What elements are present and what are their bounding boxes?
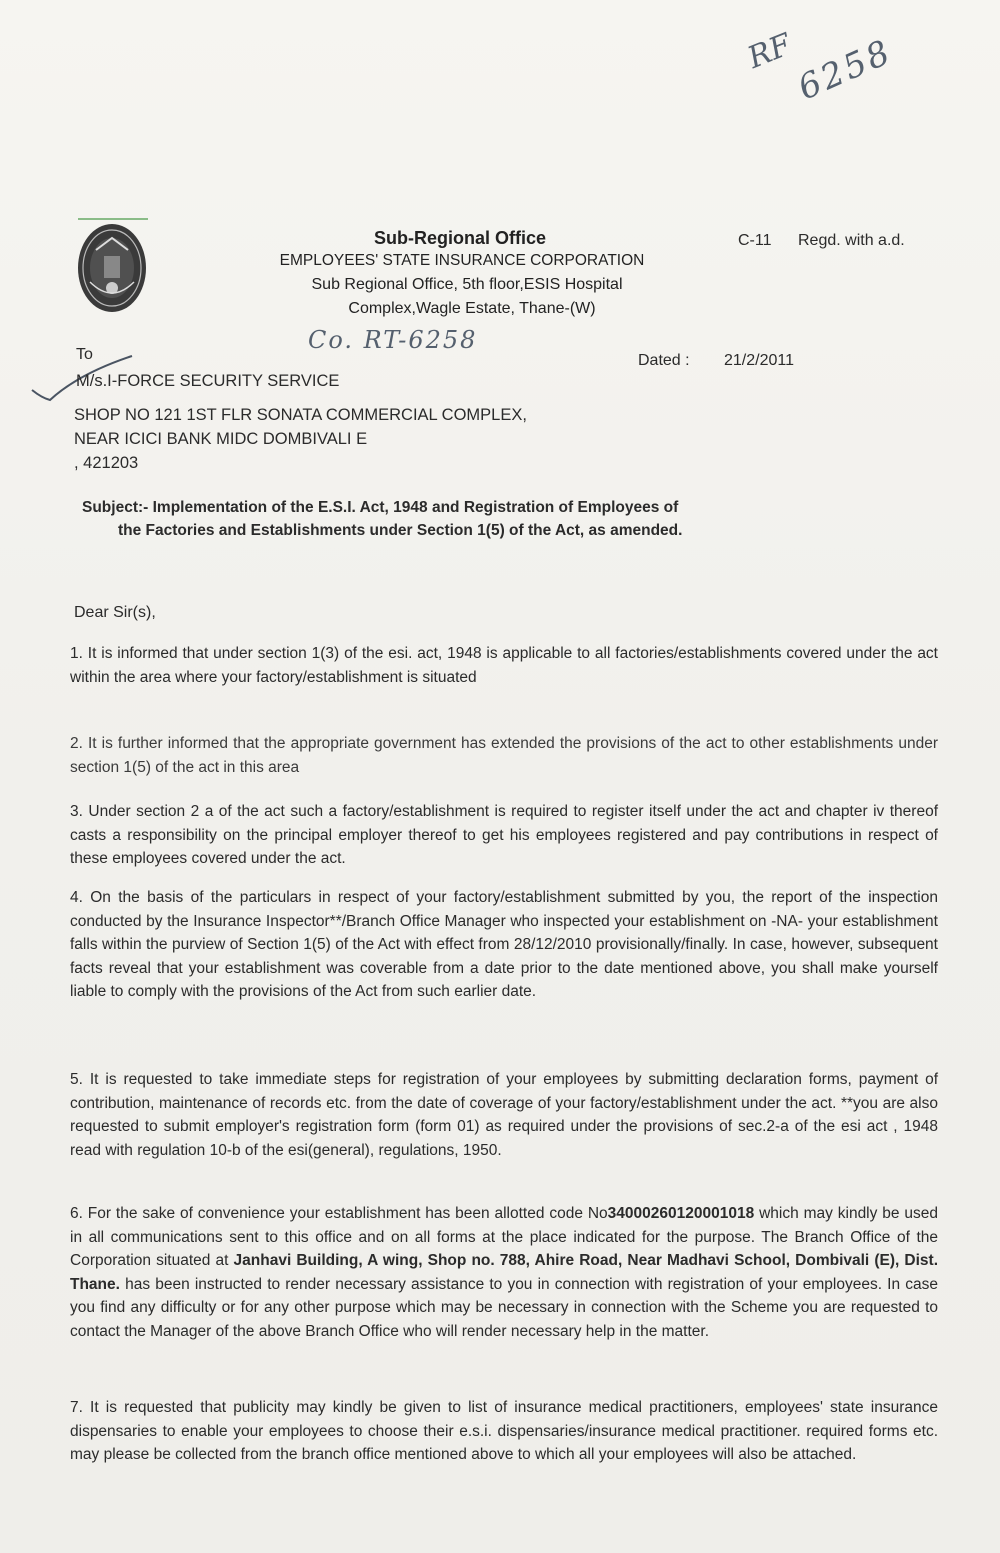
recipient-address-line3: , 421203 [74, 454, 139, 472]
esic-emblem-icon [74, 216, 150, 316]
subject-line2: the Factories and Establishments under Section 1(5) of the Act, as amended. [118, 522, 683, 539]
paragraph-3: 3. Under section 2 a of the act such a factory/establishment is required to register itself under the act and chapter iv thereof casts a responsibility on the principal employer thereof to get his employees registered and pay contributions in respect of these employees covered under the act. [70, 803, 938, 867]
recipient-address-line1: SHOP NO 121 1ST FLR SONATA COMMERCIAL COMPLEX, [74, 406, 527, 424]
paragraph-2: 2. It is further informed that the appropriate government has extended the provisions of the act to other establishments under section 1(5) of the act in this area [70, 735, 938, 776]
paragraph-4: 4. On the basis of the particulars in respect of your factory/establishment submitted by you, the report of the inspection conducted by the Insurance Inspector**/Branch Office Manager who inspected your establishment on -NA- your establishment falls within the purview of Section 1(5) of the Act with effect from 28/12/2010 provisionally/finally. In case, however, subsequent facts reveal that your establishment was coverable from a date prior to the date mentioned above, you shall make yourself liable to comply with the provisions of the Act from such earlier date. [70, 889, 938, 1000]
salutation: Dear Sir(s), [74, 604, 156, 621]
handwritten-rf: RF [743, 27, 797, 76]
paragraph-6-middle: which may kindly be used in all communications sent to this office and on all forms at the place indicated for the purpose. The Branch Office of the Corporation situated at [70, 1205, 938, 1269]
organization-name: EMPLOYEES' STATE INSURANCE CORPORATION [279, 252, 645, 269]
subject-line1: Subject:- Implementation of the E.S.I. Act, 1948 and Registration of Employees of [82, 499, 679, 516]
branch-office-address: Janhavi Building, A wing, Shop no. 788, Ahire Road, Near Madhavi School, Dombivali (E), Dist. Thane. [70, 1252, 939, 1293]
employer-code: 34000260120001018 [607, 1205, 755, 1222]
recipient-address-line2: NEAR ICICI BANK MIDC DOMBIVALI E [74, 430, 368, 448]
office-address-line2: Complex,Wagle Estate, Thane-(W) [348, 300, 596, 317]
paragraph-1: 1. It is informed that under section 1(3) of the esi. act, 1948 is applicable to all factories/establishments covered under the act within the area where your factory/establishment is situated [70, 645, 938, 686]
office-address-line1: Sub Regional Office, 5th floor,ESIS Hospital [311, 276, 623, 293]
registered-note: Regd. with a.d. [798, 232, 905, 249]
paragraph-5: 5. It is requested to take immediate steps for registration of your employees by submitting declaration forms, payment of contribution, maintenance of records etc. from the date of coverage of your factory/establishment under the act. **you are also requested to submit employer's registration form (form 01) as required under the provisions of sec.2-a of the esi act , 1948 read with regulation 10-b of the esi(general), regulations, 1950. [70, 1071, 938, 1159]
office-title: Sub-Regional Office [373, 228, 546, 248]
handwritten-number: 6258 [792, 31, 899, 109]
subject [82, 496, 782, 542]
paragraph-6 [70, 1202, 938, 1343]
recipient-name: M/s.I-FORCE SECURITY SERVICE [76, 372, 340, 390]
handwritten-code: Co. RT-6258 [308, 326, 478, 354]
form-code: C-11 [738, 232, 772, 249]
paragraph-7: 7. It is requested that publicity may kindly be given to list of insurance medical practitioners, employees' state insurance dispensaries to enable your employees to choose their e.s.i. dispensaries/insurance medical practitioner. required forms etc. may please be collected from the branch office mentioned above to which all your employees will also be attached. [70, 1399, 938, 1463]
paragraph-6-end: has been instructed to render necessary assistance to you in connection with registration of your employees. In case you find any difficulty or for any other purpose which may be necessary in connection with the Scheme you are requested to contact the Manager of the above Branch Office who will render necessary help in the matter. [70, 1275, 938, 1340]
dated-value: 21/2/2011 [724, 352, 794, 369]
dated-label: Dated : [638, 352, 690, 369]
paragraph-6-intro: 6. For the sake of convenience your establishment has been allotted code No [70, 1205, 608, 1222]
to-label: To [76, 346, 93, 363]
